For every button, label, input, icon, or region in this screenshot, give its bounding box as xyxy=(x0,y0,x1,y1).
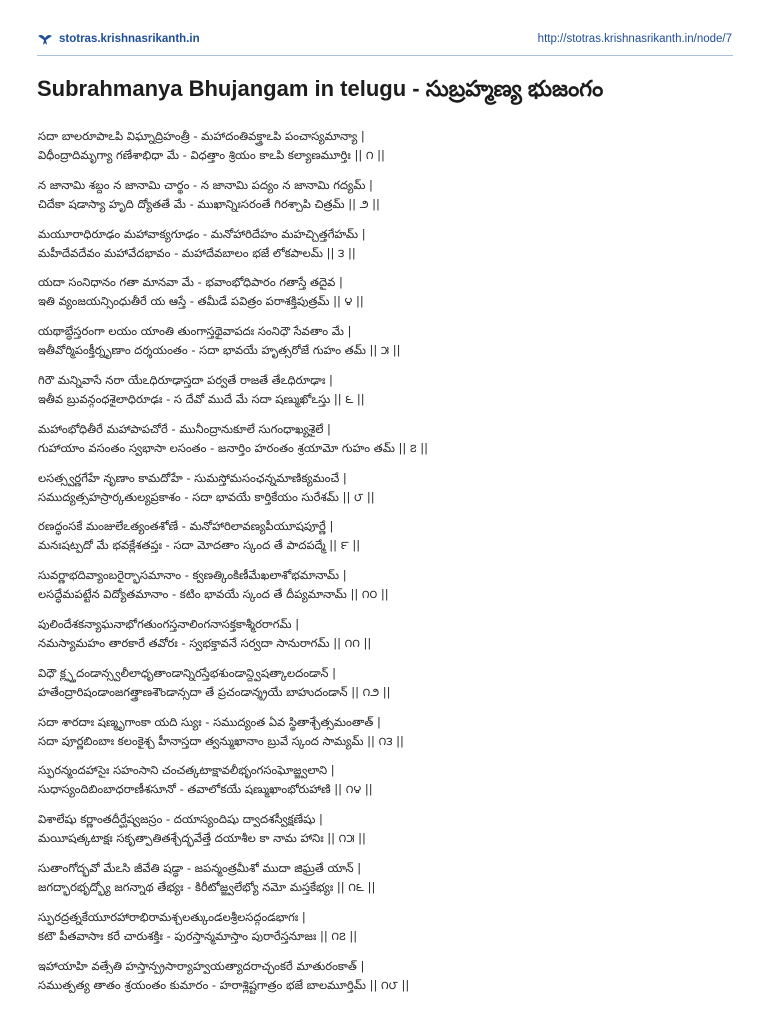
verse-list xyxy=(38,127,728,1005)
verse-line: సదా పూర్ణబింబాః కలంకైశ్చ హీనాస్తదా త్వన్ముఖానాం బ్రువే స్కంద సామ్యమ్ || ౧౩ || xyxy=(38,733,404,748)
verse-line: యథాబ్ధేస్తరంగా లయం యాంతి తుంగాస్తథైవాపదః సంనిధౌ సేవతాం మే | xyxy=(38,324,352,339)
verse-line: విధీంద్రాదిమృగ్యా గణేశాభిధా మే - విధత్తాం శ్రియం కాఽపి కల్యాణమూర్తిః || ౧ || xyxy=(38,148,385,162)
verse-line: విశాలేషు కర్ణాంతదీర్ఘేష్వజస్రం - దయాస్యందిషు ద్వాదశస్వీక్షణేషు | xyxy=(38,812,323,827)
verse-line: నమస్యామహం తారకారే తవోరః - స్వభక్తావనే సర్వదా సానురాగమ్ || ౧౧ || xyxy=(38,635,372,650)
verse-block xyxy=(38,469,728,518)
verse-line: లసత్స్వర్ణగేహే నృణాం కామదోహే - సుమస్తోమసంఛన్నమాణిక్యమంచే | xyxy=(38,470,347,485)
header-divider xyxy=(37,55,733,56)
verse-line: ఇహాయాహి వత్సేతి హస్తాన్ప్రసార్యాహ్వయత్యాదరాచ్ఛంకరే మాతురంకాత్ | xyxy=(38,958,365,973)
verse-line: మహాంభోధితీరే మహాపాపచోరే - మునీంద్రానుకూలే సుగంధాఖ్యశైలే | xyxy=(38,421,331,436)
verse-line: రణద్ధంసకే మంజులేఽత్యంతశోణే - మనోహారిలావణ్యపీయూషపూర్ణే | xyxy=(38,519,334,534)
verse-line: సువర్ణాభదివ్యాంబరైర్భాసమానాం - క్వణత్కింకిణీమేఖలాశోభమానామ్ | xyxy=(38,568,347,583)
verse-block xyxy=(38,664,728,713)
verse-block xyxy=(38,176,728,225)
verse-line: గిరౌ మన్నివాసే నరా యేఽధిరూఢాస్తదా పర్వతే రాజతే తేఽధిరూఢాః | xyxy=(38,372,333,387)
page-url-link[interactable]: http://stotras.krishnasrikanth.in/node/7 xyxy=(537,33,732,45)
verse-block xyxy=(38,957,728,1006)
verse-line: గుహాయాం వసంతం స్వభాసా లసంతం - జనార్తిం హరంతం శ్రయామో గుహం తమ్ || ౭ || xyxy=(38,440,428,455)
verse-block xyxy=(38,908,728,957)
verse-line: మయీషత్కటాక్షః సకృత్పాతితశ్చేద్భవేత్తే దయాశీల కా నామ హానిః || ౧౫ || xyxy=(38,831,366,846)
verse-line: లసద్ధేమపట్టేన విద్యోతమానాం - కటిం భావయే స్కంద తే దీప్యమానామ్ || ౧౦ || xyxy=(38,587,389,602)
verse-block xyxy=(38,566,728,615)
site-name-link[interactable]: stotras.krishnasrikanth.in xyxy=(59,33,200,45)
verse-line: స్ఫురన్మందహాసైః సహంసాని చంచత్కటాక్షావలీభృంగసంఘోజ్జ్వలాని | xyxy=(38,763,335,778)
verse-line: హతేంద్రారిషండాంజగత్త్రాణశౌండాన్సదా తే ప్రచండాన్శ్రయే బాహుదండాన్ || ౧౨ || xyxy=(38,684,391,699)
verse-block xyxy=(38,127,728,176)
verse-block xyxy=(38,859,728,908)
verse-line: ఇతి వ్యంజయన్సింధుతీరే య ఆస్తే - తమీడే పవిత్రం పరాశక్తిపుత్రమ్ || ౪ || xyxy=(38,294,364,309)
verse-block xyxy=(38,810,728,859)
verse-line: స్ఫురద్రత్నకేయూరహారాభిరామశ్చలత్కుండలశ్రీలసద్గండభాగః | xyxy=(38,909,306,924)
verse-line: సుధాస్యందిబింబాధరాణీశసూనో - తవాలోకయే షణ్ముఖాంభోరుహాణి || ౧౪ || xyxy=(38,782,373,797)
verse-line: ఇతీవోర్మిపంక్తీర్నృణాం దర్శయంతం - సదా భావయే హృత్సరోజే గుహం తమ్ || ౫ || xyxy=(38,343,401,358)
verse-block xyxy=(38,322,728,371)
verse-block xyxy=(38,761,728,810)
verse-line: మహీదేవదేవం మహావేదభావం - మహాదేవబాలం భజే లోకపాలమ్ || ౩ || xyxy=(38,245,356,260)
bird-icon xyxy=(37,32,53,46)
verse-line: జగద్భారభృద్భ్యో జగన్నాథ తేభ్యః - కిరీటోజ్జ్వలేభ్యో నమో మస్తకేభ్యః || ౧౬ || xyxy=(38,879,376,894)
verse-line: మయూరాధిరూఢం మహావాక్యగూఢం - మనోహారిదేహం మహచ్చిత్తగేహమ్ | xyxy=(38,226,366,241)
verse-line: చిదేకా షడాస్యా హృది ద్యోతతే మే - ముఖాన్నిఃసరంతే గిరశ్చాపి చిత్రమ్ || ౨ || xyxy=(38,196,380,211)
verse-block xyxy=(38,371,728,420)
verse-line: యదా సంనిధానం గతా మానవా మే - భవాంభోధిపారం గతాస్తే తదైవ | xyxy=(38,275,343,290)
verse-block xyxy=(38,273,728,322)
verse-block xyxy=(38,713,728,762)
verse-line: న జానామి శబ్దం న జానామి చార్థం - న జానామి పద్యం న జానామి గద్యమ్ | xyxy=(38,177,373,192)
verse-line: ఇతీవ బ్రువన్గంధశైలాధిరూఢః - స దేవో ముదే మే సదా షణ్ముఖోఽస్తు || ౬ || xyxy=(38,391,365,406)
verse-line: సుతాంగోద్భవో మేఽసి జీవేతి షడ్ధా - జపన్మంత్రమీశో ముదా జిఘ్రతే యాన్ | xyxy=(38,860,362,875)
verse-block xyxy=(38,225,728,274)
verse-line: సముద్యత్సహస్రార్కతుల్యప్రకాశం - సదా భావయే కార్తికేయం సురేశమ్ || ౮ || xyxy=(38,489,375,504)
verse-block xyxy=(38,615,728,664)
verse-line: సదా శారదాః షణ్మృగాంకా యది స్యుః - సముద్యంత ఏవ స్థితాశ్చేత్సమంతాత్ | xyxy=(38,714,381,729)
site-logo[interactable] xyxy=(37,32,200,46)
verse-line: మనఃషట్పదో మే భవక్లేశతప్తః - సదా మోదతాం స్కంద తే పాదపద్మే || ౯ || xyxy=(38,538,361,553)
verse-block xyxy=(38,517,728,566)
page-title: Subrahmanya Bhujangam in telugu - సుబ్రహ్మణ్య భుజంగం xyxy=(37,76,604,101)
verse-line: సదా బాలరూపాఽపి విఘ్నాద్రిహంత్రీ - మహాదంతివక్త్రాఽపి పంచాస్యమాన్యా | xyxy=(38,129,365,143)
verse-line: కటౌ పీతవాసాః కరే చారుశక్తిః - పురస్తాన్మమాస్తాం పురారేస్తనూజః || ౧౭ || xyxy=(38,928,358,943)
verse-line: విధౌ క్ల్ప్తదండాన్స్వలీలాధృతాండాన్నిరస్తేభశుండాన్ద్విషత్కాలదండాన్ | xyxy=(38,665,336,680)
verse-block xyxy=(38,420,728,469)
verse-line: సముత్పత్య తాతం శ్రయంతం కుమారం - హరాశ్లిష్టగాత్రం భజే బాలమూర్తిమ్ || ౧౮ || xyxy=(38,977,410,992)
verse-line: పులిందేశకన్యాఘనాభోగతుంగస్తనాలింగనాసక్తకాశ్మీరరాగమ్ | xyxy=(38,616,300,631)
site-header xyxy=(0,0,768,56)
